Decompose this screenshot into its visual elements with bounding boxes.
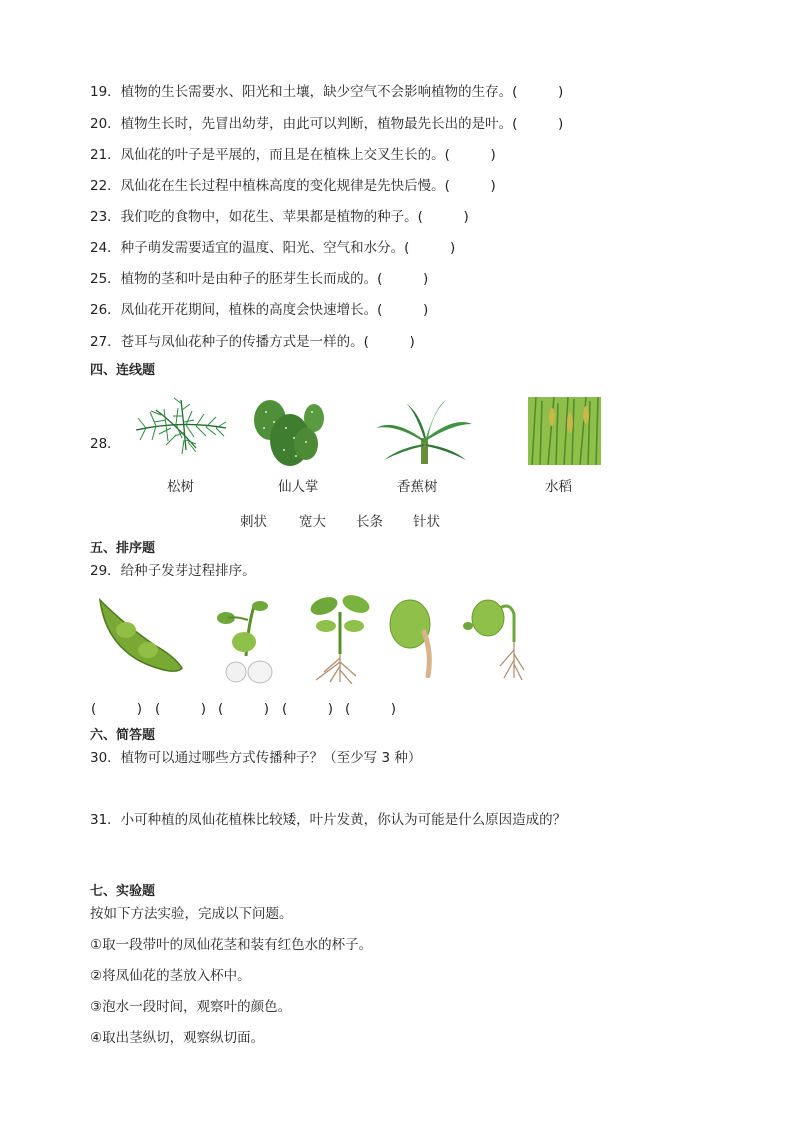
- order-blank-1: ( ): [91, 701, 143, 717]
- order-blank-3: ( ): [218, 701, 270, 717]
- question-24: 24．种子萌发需要适宜的温度、阳光、空气和水分。( ): [90, 240, 456, 256]
- section-heading-matching: 四、连线题: [90, 363, 156, 378]
- seed-with-roots-image: [460, 596, 524, 680]
- question-27: 27．苍耳与凤仙花种子的传播方式是一样的。( ): [90, 334, 415, 350]
- experiment-step-4: ④取出茎纵切，观察纵切面。: [90, 1030, 265, 1046]
- young-plant-with-roots-image: [302, 592, 376, 684]
- plant-label-banana: 香蕉树: [397, 479, 438, 495]
- leaf-type-thorn: 刺状: [240, 514, 267, 530]
- plant-label-pine: 松树: [167, 479, 194, 495]
- order-blank-2: ( ): [155, 701, 207, 717]
- experiment-step-1: ①取一段带叶的凤仙花茎和装有红色水的杯子。: [90, 937, 373, 953]
- pine-branch-image: [126, 390, 236, 460]
- question-23: 23．我们吃的食物中，如花生、苹果都是植物的种子。( ): [90, 209, 469, 225]
- order-blank-4: ( ): [282, 701, 334, 717]
- rice-image: [528, 397, 601, 465]
- question-20: 20．植物生长时，先冒出幼芽，由此可以判断，植物最先长出的是叶。( ): [90, 116, 564, 132]
- experiment-step-3: ③泡水一段时间，观察叶的颜色。: [90, 999, 292, 1015]
- question-29: 29．给种子发芽过程排序。: [90, 563, 256, 579]
- question-22: 22．凤仙花在生长过程中植株高度的变化规律是先快后慢。( ): [90, 178, 496, 194]
- question-26: 26．凤仙花开花期间，植株的高度会快速增长。( ): [90, 302, 429, 318]
- question-21: 21．凤仙花的叶子是平展的，而且是在植株上交叉生长的。( ): [90, 147, 496, 163]
- experiment-step-2: ②将凤仙花的茎放入杯中。: [90, 968, 251, 984]
- experiment-intro: 按如下方法实验，完成以下问题。: [90, 906, 293, 922]
- plant-label-cactus: 仙人掌: [278, 479, 319, 495]
- order-blank-5: ( ): [345, 701, 397, 717]
- cactus-image: [248, 398, 330, 468]
- leaf-type-long-strip: 长条: [356, 514, 383, 530]
- question-28-number: 28．: [90, 436, 121, 452]
- leaf-type-needle: 针状: [413, 514, 440, 530]
- section-heading-short-answer: 六、简答题: [90, 728, 156, 743]
- plant-label-rice: 水稻: [545, 479, 572, 495]
- question-30: 30．植物可以通过哪些方式传播种子？（至少写 3 种）: [90, 750, 422, 766]
- question-19: 19．植物的生长需要水、阳光和土壤，缺少空气不会影响植物的生存。( ): [90, 84, 564, 100]
- germinating-seed-image: [386, 596, 442, 678]
- seed-pod-image: [96, 596, 186, 676]
- question-25: 25．植物的茎和叶是由种子的胚芽生长而成的。( ): [90, 271, 429, 287]
- seedling-with-seed-coat-image: [214, 596, 284, 688]
- section-heading-ordering: 五、排序题: [90, 541, 156, 556]
- section-heading-experiment: 七、实验题: [90, 884, 156, 899]
- question-31: 31．小可种植的凤仙花植株比较矮，叶片发黄，你认为可能是什么原因造成的？: [90, 812, 567, 828]
- leaf-type-broad: 宽大: [299, 514, 326, 530]
- banana-tree-image: [374, 398, 474, 466]
